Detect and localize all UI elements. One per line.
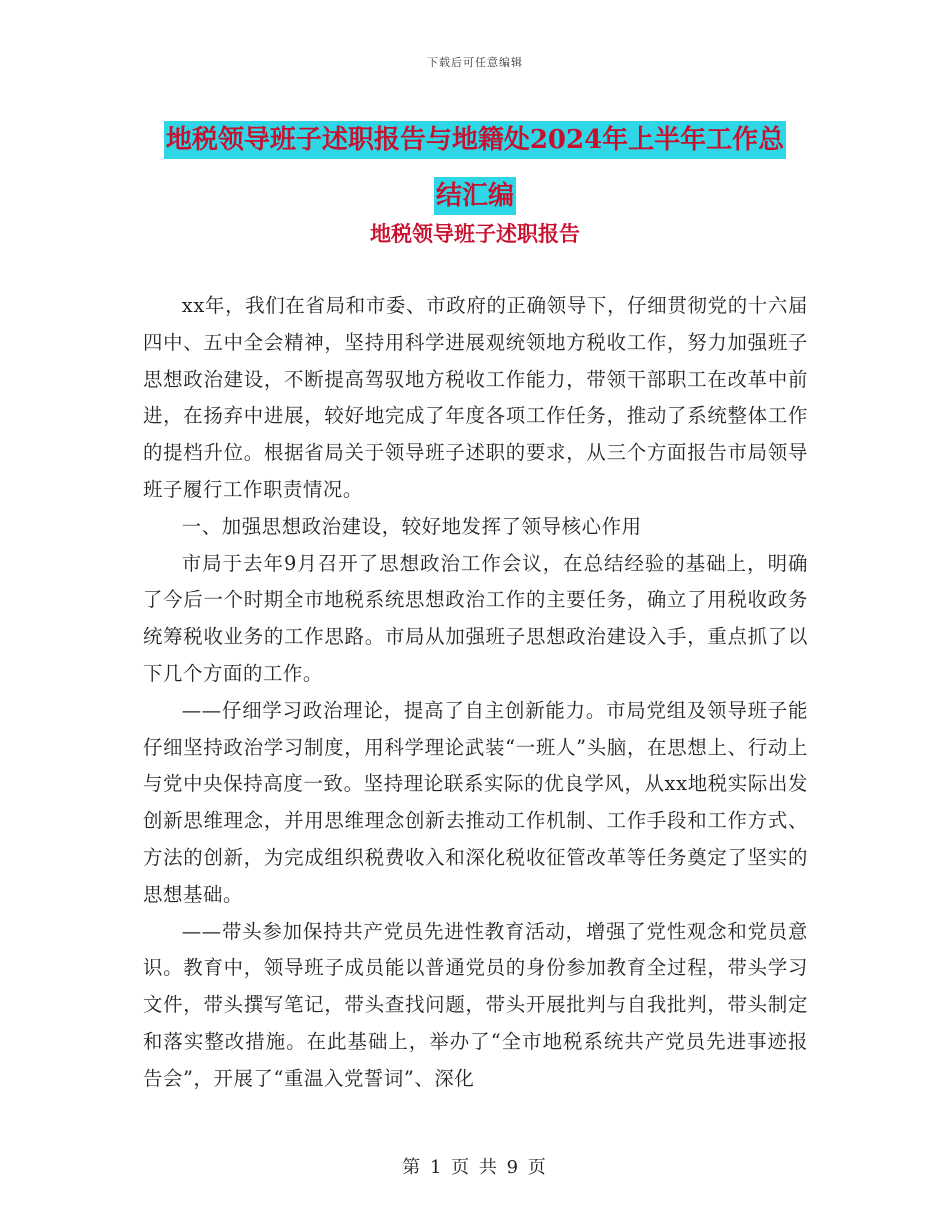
body-paragraph: xx年，我们在省局和市委、市政府的正确领导下，仔细贯彻党的十六届四中、五中全会精神，坚持用科学进展观统领地方税收工作，努力加强班子思想政治建设，不断提高驾驭地方税收工作能力，带领干部职工在改革中前进，在扬弃中进展，较好地完成了年度各项工作任务，推动了系统整体工作的提档升位。根据省局关于领导班子述职的要求，从三个方面报告市局领导班子履行工作职责情况。 xyxy=(143,294,808,501)
document-title-line-1: 地税领导班子述职报告与地籍处2024年上半年工作总 xyxy=(164,121,786,159)
document-title xyxy=(0,112,950,224)
body-paragraph: 市局于去年9月召开了思想政治工作会议，在总结经验的基础上，明确了今后一个时期全市地税系统思想政治工作的主要任务，确立了用税收政务统筹税收业务的工作思路。市局从加强班子思想政治建设入手，重点抓了以下几个方面的工作。 xyxy=(143,551,808,685)
body-paragraph: 一、加强思想政治建设，较好地发挥了领导核心作用 xyxy=(181,514,642,538)
document-body xyxy=(143,288,808,1098)
section-title: 地税领导班子述职报告 xyxy=(370,221,580,246)
header-note: 下载后可任意编辑 xyxy=(427,56,523,69)
body-paragraph: ——仔细学习政治理论，提高了自主创新能力。市局党组及领导班子能仔细坚持政治学习制度，用科学理论武装“一班人”头脑，在思想上、行动上与党中央保持高度一致。坚持理论联系实际的优良学风，从xx地税实际出发创新思维理念，并用思维理念创新去推动工作机制、工作手段和工作方式、方法的创新，为完成组织税费收入和深化税收征管改革等任务奠定了坚实的思想基础。 xyxy=(143,698,808,906)
body-paragraph: ——带头参加保持共产党员先进性教育活动，增强了党性观念和党员意识。教育中，领导班子成员能以普通党员的身份参加教育全过程，带头学习文件，带头撰写笔记，带头查找问题，带头开展批判与自我批判，带头制定和落实整改措施。在此基础上，举办了“全市地税系统共产党员先进事迹报告会”，开展了“重温入党誓词”、深化 xyxy=(143,919,808,1090)
document-title-line-2: 结汇编 xyxy=(434,177,516,215)
page-number-footer: 第 1 页 共 9 页 xyxy=(402,1157,548,1178)
